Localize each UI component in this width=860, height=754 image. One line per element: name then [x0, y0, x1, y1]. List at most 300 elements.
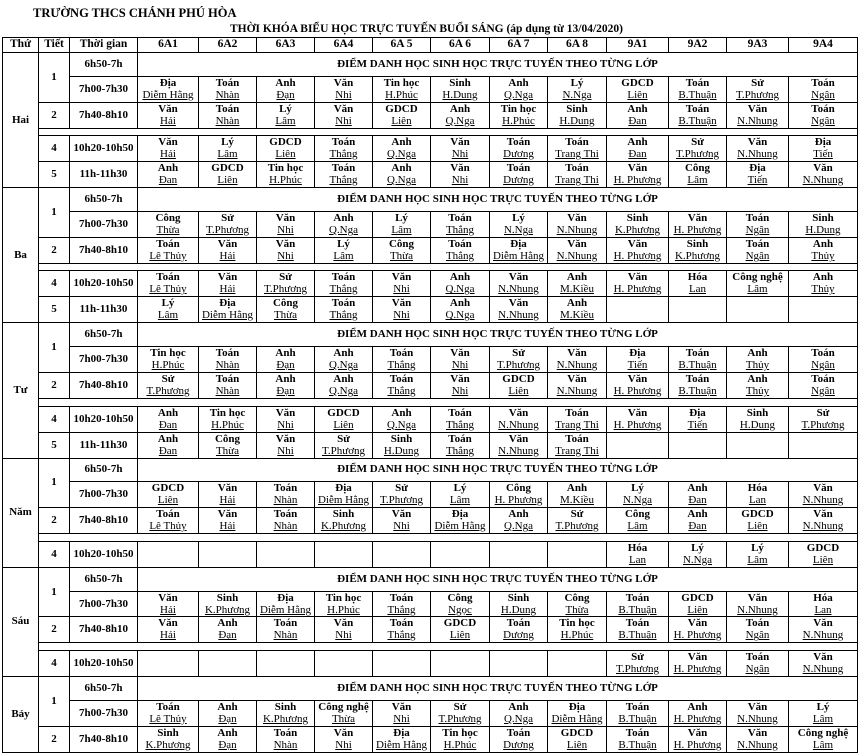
lesson-subject: Anh [508, 509, 529, 521]
header-class: 6A 8 [548, 38, 607, 53]
lesson-teacher: H. Phương [673, 663, 722, 675]
lesson-subject: Văn [747, 103, 768, 115]
lesson-subject: Văn [333, 618, 354, 630]
lesson-teacher: Q.Nga [445, 115, 475, 127]
lesson-subject: Địa [277, 592, 294, 604]
spacer-cell [39, 399, 858, 407]
lesson-subject: Toán [745, 238, 770, 250]
lesson-subject: Hóa [813, 592, 833, 604]
lesson-cell [607, 651, 669, 677]
lesson-teacher: Thủy [745, 360, 770, 372]
lesson-teacher: Diễm Hằng [375, 739, 427, 751]
lesson-teacher: Nhi [393, 521, 410, 533]
lesson-teacher: T.Phương [146, 386, 190, 398]
lesson-teacher: Dương [503, 175, 534, 187]
lesson-subject: Toán [215, 103, 240, 115]
lesson-subject: Sử [570, 509, 584, 521]
lesson-cell [431, 482, 490, 508]
lesson-cell [257, 700, 315, 726]
lesson-subject: Toán [215, 374, 240, 386]
lesson-cell [315, 102, 373, 128]
lesson-subject: Anh [812, 272, 834, 284]
lesson-cell [138, 541, 199, 567]
lesson-cell [257, 432, 315, 458]
time-cell: 6h50-7h [70, 458, 138, 482]
lesson-cell [257, 162, 315, 188]
lesson-cell [138, 651, 199, 677]
lesson-teacher: Ngọc [448, 604, 472, 616]
lesson-teacher: Thắng [445, 224, 475, 236]
lesson-subject: Văn [687, 212, 708, 224]
lesson-subject: Văn [333, 727, 354, 739]
lesson-cell [431, 297, 490, 323]
time-cell: 6h50-7h [70, 53, 138, 77]
lesson-teacher: Q.Nga [386, 175, 417, 187]
banner-row [3, 53, 858, 77]
lesson-teacher: Liên [687, 604, 708, 616]
lesson-subject: Hóa [627, 542, 648, 554]
lesson-cell [138, 102, 199, 128]
lesson-cell [607, 347, 669, 373]
lesson-teacher: Thắng [387, 604, 416, 616]
lesson-teacher: M.Kiều [560, 284, 594, 296]
header-class: 6A4 [315, 38, 373, 53]
lesson-subject: Sử [512, 348, 525, 360]
lesson-cell [490, 162, 548, 188]
table-row [3, 406, 858, 432]
lesson-subject: Lý [691, 542, 704, 554]
lesson-cell [548, 102, 607, 128]
time-cell: 10h20-10h50 [70, 541, 138, 567]
lesson-teacher: N.Nhung [737, 713, 778, 725]
lesson-subject: Anh [333, 212, 354, 224]
period-cell: 4 [39, 271, 70, 297]
period-cell: 2 [39, 508, 70, 534]
lesson-cell [669, 726, 727, 752]
banner-row [3, 458, 858, 482]
lesson-teacher: M.Kiều [560, 310, 594, 322]
lesson-subject: Văn [813, 163, 833, 175]
lesson-cell [199, 237, 257, 263]
lesson-subject: Toán [331, 272, 356, 284]
lesson-teacher: Thắng [387, 386, 416, 398]
lesson-teacher: Hải [160, 149, 176, 161]
lesson-cell [669, 297, 727, 323]
period-cell: 5 [39, 297, 70, 323]
lesson-subject: Sinh [566, 103, 588, 115]
header-class: 6A 6 [431, 38, 490, 53]
lesson-teacher: Nhi [451, 149, 469, 161]
lesson-cell [607, 102, 669, 128]
lesson-teacher: B.Thuận [618, 713, 657, 725]
lesson-subject: Toán [156, 509, 180, 521]
time-cell: 7h40-8h10 [70, 617, 138, 643]
lesson-cell [373, 162, 431, 188]
lesson-cell [490, 102, 548, 128]
lesson-subject: Anh [687, 483, 708, 495]
lesson-teacher: Hải [160, 115, 176, 127]
lesson-cell [607, 373, 669, 399]
lesson-teacher: Lâm [391, 224, 412, 236]
lesson-cell [138, 482, 199, 508]
lesson-teacher: N.Nhung [498, 310, 539, 322]
lesson-cell [257, 651, 315, 677]
lesson-cell [199, 297, 257, 323]
school-name: TRƯỜNG THCS CHÁNH PHÚ HÒA [33, 6, 237, 20]
lesson-teacher: Q.Nga [503, 713, 534, 725]
lesson-cell [548, 76, 607, 102]
lesson-subject: Sử [161, 374, 175, 386]
lesson-cell [199, 617, 257, 643]
spacer-cell [39, 534, 858, 542]
lesson-teacher: Tiến [813, 149, 833, 161]
lesson-cell [315, 726, 373, 752]
lesson-teacher: Lâm [627, 521, 648, 533]
lesson-teacher: Nhi [393, 310, 410, 322]
lesson-cell [373, 541, 431, 567]
lesson-cell [669, 617, 727, 643]
time-cell: 7h00-7h30 [70, 211, 138, 237]
lesson-cell [607, 271, 669, 297]
lesson-subject: Công [214, 433, 241, 445]
lesson-teacher: Nhàn [215, 89, 240, 101]
lesson-subject: Anh [687, 701, 708, 713]
lesson-subject: Sinh [274, 701, 297, 713]
lesson-cell [138, 76, 199, 102]
lesson-subject: Toán [448, 238, 472, 250]
lesson-subject: Toán [156, 238, 180, 250]
lesson-subject: Văn [687, 651, 708, 663]
lesson-subject: Toán [331, 298, 356, 310]
lesson-cell [548, 373, 607, 399]
table-row [3, 76, 858, 102]
lesson-subject: Toán [273, 618, 298, 630]
attendance-banner: ĐIỂM DANH HỌC SINH HỌC TRỰC TUYẾN THEO TỪNG LỚP [138, 188, 858, 212]
lesson-cell [548, 651, 607, 677]
lesson-subject: Văn [158, 592, 178, 604]
lesson-subject: Lý [453, 483, 467, 495]
lesson-subject: Văn [217, 483, 238, 495]
schedule-title: THỜI KHÓA BIỂU HỌC TRỰC TUYẾN BUỔI SÁNG (áp dụng từ 13/04/2020) [230, 23, 623, 35]
lesson-teacher: Lâm [812, 713, 834, 725]
lesson-cell [607, 237, 669, 263]
time-cell: 7h40-8h10 [70, 726, 138, 752]
timetable [2, 37, 858, 753]
lesson-teacher: Diễm Hằng [201, 310, 253, 322]
lesson-subject: GDCD [560, 727, 594, 739]
lesson-cell [315, 373, 373, 399]
lesson-teacher: T.Phương [735, 89, 780, 101]
lesson-cell [257, 617, 315, 643]
lesson-teacher: Q.Nga [503, 89, 534, 101]
lesson-subject: Anh [566, 298, 588, 310]
lesson-subject: Lý [279, 103, 292, 115]
lesson-teacher: Q.Nga [445, 284, 475, 296]
lesson-subject: Sinh [746, 407, 769, 419]
lesson-subject: Văn [627, 163, 648, 175]
lesson-teacher: Lâm [747, 554, 768, 566]
lesson-teacher: Thủy [745, 386, 770, 398]
lesson-subject: Văn [217, 509, 238, 521]
lesson-cell [315, 482, 373, 508]
lesson-cell [727, 102, 789, 128]
lesson-teacher: N.Nhung [556, 250, 598, 262]
lesson-cell [373, 591, 431, 617]
lesson-teacher: Tiến [687, 419, 708, 431]
lesson-cell [789, 271, 858, 297]
lesson-cell [548, 482, 607, 508]
lesson-teacher: Nhàn [215, 115, 240, 127]
lesson-cell [727, 651, 789, 677]
day-cell: Năm [3, 458, 39, 567]
lesson-cell [373, 297, 431, 323]
lesson-subject: GDCD [443, 618, 477, 630]
lesson-subject: Địa [510, 238, 527, 250]
attendance-banner: ĐIỂM DANH HỌC SINH HỌC TRỰC TUYẾN THEO TỪNG LỚP [138, 53, 858, 77]
lesson-cell [138, 297, 199, 323]
lesson-subject: Văn [747, 592, 768, 604]
lesson-cell [373, 508, 431, 534]
table-row [3, 211, 858, 237]
lesson-cell [138, 508, 199, 534]
lesson-teacher: Đan [158, 419, 178, 431]
lesson-subject: GDCD [502, 374, 535, 386]
lesson-subject: GDCD [211, 163, 244, 175]
lesson-cell [548, 591, 607, 617]
lesson-cell [607, 617, 669, 643]
lesson-cell [138, 271, 199, 297]
lesson-cell [315, 617, 373, 643]
lesson-subject: Anh [449, 272, 471, 284]
lesson-cell [490, 482, 548, 508]
lesson-subject: Anh [333, 348, 354, 360]
lesson-subject: Văn [508, 433, 529, 445]
lesson-subject: Toán [811, 103, 835, 115]
time-cell: 6h50-7h [70, 323, 138, 347]
lesson-teacher: H. Phương [613, 250, 662, 262]
lesson-subject: Tin học [209, 407, 246, 419]
lesson-teacher: H. Phương [673, 630, 722, 642]
lesson-cell [669, 271, 727, 297]
lesson-subject: Anh [333, 374, 354, 386]
table-row [3, 700, 858, 726]
lesson-subject: Hóa [687, 272, 708, 284]
day-cell: Ba [3, 188, 39, 323]
lesson-teacher: T.Phương [438, 713, 482, 725]
table-row [3, 617, 858, 643]
lesson-subject: Sinh [157, 727, 179, 739]
lesson-subject: Toán [215, 348, 240, 360]
lesson-cell [315, 591, 373, 617]
lesson-cell [727, 347, 789, 373]
header-class: 6A3 [257, 38, 315, 53]
lesson-teacher: Trang Thi [555, 419, 599, 431]
lesson-subject: Văn [687, 618, 708, 630]
lesson-teacher: Nhi [277, 250, 294, 262]
lesson-subject: Toán [156, 272, 180, 284]
lesson-cell [315, 347, 373, 373]
lesson-teacher: Đan [158, 175, 178, 187]
lesson-subject: Toán [273, 483, 298, 495]
lesson-cell [727, 406, 789, 432]
lesson-subject: Địa [335, 483, 352, 495]
lesson-teacher: Diễm Hằng [551, 713, 603, 725]
lesson-teacher: Trang Thi [555, 149, 599, 161]
lesson-teacher: Diễm Hằng [259, 604, 311, 616]
lesson-cell [257, 482, 315, 508]
lesson-teacher: Thủy [811, 250, 835, 262]
lesson-teacher: Trang Thi [555, 175, 599, 187]
lesson-cell [199, 211, 257, 237]
lesson-subject: Toán [506, 727, 531, 739]
lesson-teacher: H.Phúc [327, 604, 360, 616]
lesson-teacher: T.Phương [801, 419, 845, 431]
lesson-subject: Công [505, 483, 532, 495]
lesson-subject: Toán [506, 163, 531, 175]
time-cell: 7h00-7h30 [70, 700, 138, 726]
lesson-cell [257, 211, 315, 237]
lesson-subject: Anh [157, 163, 179, 175]
lesson-teacher: N.Nhung [498, 445, 539, 457]
lesson-cell [431, 271, 490, 297]
spacer-row [3, 263, 858, 271]
lesson-teacher: N.Nhung [802, 521, 844, 533]
lesson-cell [257, 76, 315, 102]
lesson-cell [315, 432, 373, 458]
lesson-cell [490, 432, 548, 458]
lesson-subject: Địa [159, 77, 177, 89]
lesson-subject: Sử [453, 701, 467, 713]
lesson-cell [315, 297, 373, 323]
lesson-teacher: Nhi [393, 713, 410, 725]
lesson-subject: Lý [816, 701, 830, 713]
lesson-subject: Anh [217, 701, 238, 713]
banner-row [3, 323, 858, 347]
lesson-subject: Lý [395, 212, 408, 224]
lesson-teacher: Hải [160, 630, 176, 642]
table-row [3, 508, 858, 534]
lesson-teacher: Nhi [335, 89, 352, 101]
lesson-cell [257, 591, 315, 617]
lesson-teacher: Nhi [277, 445, 294, 457]
lesson-cell [431, 162, 490, 188]
lesson-teacher: N.Nhung [802, 495, 844, 507]
lesson-teacher: N.Nhung [498, 284, 539, 296]
lesson-subject: Sinh [686, 238, 709, 250]
lesson-cell [431, 406, 490, 432]
lesson-cell [548, 297, 607, 323]
lesson-teacher: Đan [688, 521, 707, 533]
lesson-teacher: Liên [566, 739, 588, 751]
lesson-teacher: Dương [503, 739, 534, 751]
lesson-teacher: B.Thuận [678, 115, 717, 127]
lesson-cell [257, 373, 315, 399]
lesson-teacher: N.Nhung [737, 739, 778, 751]
lesson-teacher: H.Phúc [560, 630, 594, 642]
lesson-subject: Toán [625, 592, 650, 604]
period-cell: 4 [39, 406, 70, 432]
lesson-subject: Công [684, 163, 711, 175]
lesson-cell [199, 347, 257, 373]
lesson-cell [431, 726, 490, 752]
lesson-cell [315, 651, 373, 677]
period-cell: 1 [39, 567, 70, 617]
table-row [3, 237, 858, 263]
lesson-teacher: Nhi [451, 175, 469, 187]
lesson-subject: Công [624, 509, 651, 521]
lesson-teacher: Nhi [335, 630, 352, 642]
lesson-cell [727, 700, 789, 726]
lesson-cell [138, 211, 199, 237]
banner-row [3, 676, 858, 700]
lesson-teacher: Liên [747, 521, 768, 533]
lesson-cell [138, 237, 199, 263]
time-cell: 7h00-7h30 [70, 76, 138, 102]
lesson-subject: Địa [814, 137, 832, 149]
lesson-teacher: Q.Nga [328, 224, 359, 236]
table-row [3, 726, 858, 752]
lesson-teacher: Nhi [451, 360, 469, 372]
lesson-teacher: Lâm [217, 149, 238, 161]
lesson-teacher: H.Phúc [151, 360, 185, 372]
lesson-cell [315, 76, 373, 102]
lesson-cell [669, 237, 727, 263]
lesson-subject: Sử [337, 433, 350, 445]
lesson-cell [199, 700, 257, 726]
lesson-cell [257, 541, 315, 567]
lesson-cell [727, 432, 789, 458]
lesson-cell [548, 432, 607, 458]
lesson-cell [607, 432, 669, 458]
lesson-teacher: Diễm Hằng [142, 89, 194, 101]
lesson-subject: Toán [565, 433, 589, 445]
table-row [3, 271, 858, 297]
lesson-subject: Lý [570, 77, 584, 89]
lesson-teacher: Liên [508, 386, 529, 398]
lesson-subject: Toán [685, 103, 710, 115]
lesson-teacher: K.Phương [145, 739, 191, 751]
lesson-subject: Toán [745, 651, 770, 663]
table-row [3, 297, 858, 323]
lesson-cell [490, 211, 548, 237]
lesson-teacher: H.Dung [739, 419, 776, 431]
lesson-subject: Anh [747, 374, 768, 386]
lesson-cell [727, 541, 789, 567]
table-row [3, 162, 858, 188]
lesson-teacher: Lâm [275, 115, 296, 127]
lesson-subject: Văn [217, 272, 238, 284]
table-row [3, 541, 858, 567]
lesson-subject: Sử [751, 77, 764, 89]
lesson-cell [199, 508, 257, 534]
attendance-banner: ĐIỂM DANH HỌC SINH HỌC TRỰC TUYẾN THEO TỪNG LỚP [138, 676, 858, 700]
lesson-cell [315, 541, 373, 567]
lesson-subject: Sử [631, 651, 644, 663]
lesson-teacher: H.Phúc [211, 419, 244, 431]
period-cell: 1 [39, 53, 70, 103]
day-cell: Tư [3, 323, 39, 458]
lesson-teacher: Q.Nga [386, 419, 417, 431]
lesson-subject: Toán [448, 433, 472, 445]
lesson-subject: Văn [333, 77, 354, 89]
lesson-teacher: Đan [628, 149, 647, 161]
lesson-cell [199, 651, 257, 677]
lesson-subject: Địa [451, 509, 469, 521]
lesson-teacher: Diễm Hằng [317, 495, 369, 507]
lesson-subject: GDCD [741, 509, 774, 521]
lesson-subject: Lý [751, 542, 764, 554]
table-row [3, 347, 858, 373]
